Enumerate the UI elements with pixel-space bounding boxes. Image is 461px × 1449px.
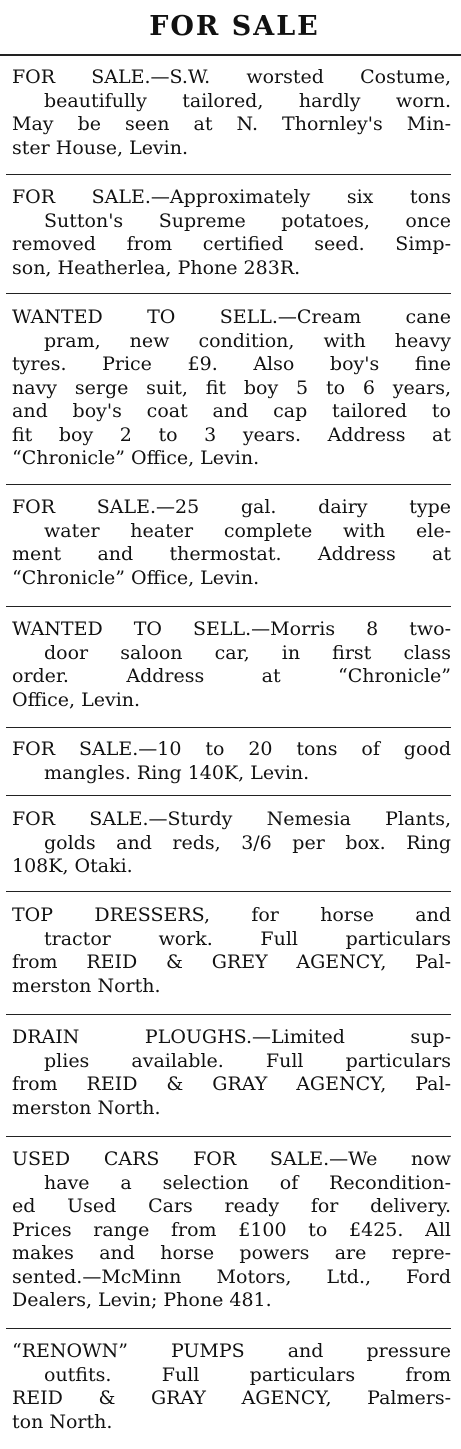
ad-line: FOR SALE.—Approximately six tons <box>12 186 451 208</box>
ad-line: FOR SALE.—25 gal. dairy type <box>12 496 451 518</box>
ad-line: “Chronicle” Office, Levin. <box>12 566 260 589</box>
classified-ad <box>6 62 455 160</box>
classified-ad <box>6 182 455 280</box>
classified-ad <box>6 734 455 785</box>
ad-line: “Chronicle” Office, Levin. <box>12 447 260 469</box>
ad-line: Dealers, Levin; Phone 481. <box>12 1289 272 1311</box>
ad-line: mangles. Ring 140K, Levin. <box>44 761 310 784</box>
section-header <box>0 0 461 56</box>
ad-line: 108K, Otaki. <box>12 855 133 877</box>
ad-line: navy serge suit, fit boy 5 to 6 years, <box>12 376 451 399</box>
ad-divider <box>6 1328 451 1329</box>
ad-divider <box>6 484 451 485</box>
ad-divider <box>6 293 451 294</box>
ad-line: makes and horse powers are repre- <box>12 1242 451 1264</box>
ad-line: tyres. Price £9. Also boy's fine <box>12 353 451 375</box>
ad-line: USED CARS FOR SALE.—We now <box>12 1148 451 1170</box>
ad-line: have a selection of Recondition- <box>44 1171 451 1194</box>
ad-line: from REID & GRAY AGENCY, Pal- <box>12 1073 451 1095</box>
classified-ad <box>6 492 455 590</box>
classified-ad <box>6 900 455 998</box>
ad-line: door saloon car, in first class <box>44 641 451 664</box>
ad-line: and boy's coat and cap tailored to <box>12 400 451 422</box>
ad-line: removed from certified seed. Simp- <box>12 233 451 255</box>
ad-line: son, Heatherlea, Phone 283R. <box>12 256 301 279</box>
ad-line: REID & GRAY AGENCY, Palmers- <box>12 1387 451 1409</box>
ad-divider <box>6 174 451 175</box>
ad-line: WANTED TO SELL.—Morris 8 two- <box>12 618 451 640</box>
ad-line: WANTED TO SELL.—Cream cane <box>12 306 451 328</box>
ad-line: ment and thermostat. Address at <box>12 543 451 565</box>
ad-line: merston North. <box>12 1096 161 1119</box>
classified-ad <box>6 1144 455 1313</box>
ad-line: sented.—McMinn Motors, Ltd., Ford <box>12 1265 451 1288</box>
section-title: FOR SALE <box>149 11 320 42</box>
ad-line: fit boy 2 to 3 years. Address at <box>12 423 451 446</box>
ad-divider <box>6 795 451 796</box>
ad-line: FOR SALE.—S.W. worsted Costume, <box>12 66 451 88</box>
ad-line: pram, new condition, with heavy <box>44 329 451 352</box>
ad-line: order. Address at “Chronicle” <box>12 665 451 687</box>
classified-ad <box>6 302 455 471</box>
ad-line: from REID & GREY AGENCY, Pal- <box>12 951 451 973</box>
ad-line: merston North. <box>12 974 161 997</box>
ad-line: outfits. Full particulars from <box>44 1363 451 1386</box>
ad-line: May be seen at N. Thornley's Min- <box>12 113 451 135</box>
ad-line: TOP DRESSERS, for horse and <box>12 904 451 926</box>
ad-line: golds and reds, 3/6 per box. Ring <box>44 831 451 854</box>
ad-divider <box>6 1014 451 1015</box>
ad-line: “RENOWN” PUMPS and pressure <box>12 1340 451 1362</box>
ad-line: tractor work. Full particulars <box>44 927 451 950</box>
ad-line: plies available. Full particulars <box>44 1049 451 1072</box>
ad-divider <box>6 891 451 892</box>
ad-line: ster House, Levin. <box>12 136 189 159</box>
ad-line: water heater complete with ele- <box>44 519 451 542</box>
ad-line: beautifully tailored, hardly worn. <box>44 89 451 112</box>
ad-line: ed Used Cars ready for delivery. <box>12 1195 451 1217</box>
ad-divider <box>6 1136 451 1137</box>
classified-ad <box>6 804 455 879</box>
ad-line: FOR SALE.—Sturdy Nemesia Plants, <box>12 808 451 830</box>
classified-ad <box>6 1336 455 1434</box>
ad-line: Office, Levin. <box>12 688 141 711</box>
classified-ad <box>6 1022 455 1120</box>
ad-line: ton North. <box>12 1410 113 1433</box>
ad-line: Sutton's Supreme potatoes, once <box>44 209 451 232</box>
ad-line: Prices range from £100 to £425. All <box>12 1218 451 1241</box>
ad-line: FOR SALE.—10 to 20 tons of good <box>12 738 451 760</box>
ad-divider <box>6 727 451 728</box>
ad-divider <box>6 606 451 607</box>
ad-line: DRAIN PLOUGHS.—Limited sup- <box>12 1026 451 1048</box>
classified-ad <box>6 614 455 712</box>
